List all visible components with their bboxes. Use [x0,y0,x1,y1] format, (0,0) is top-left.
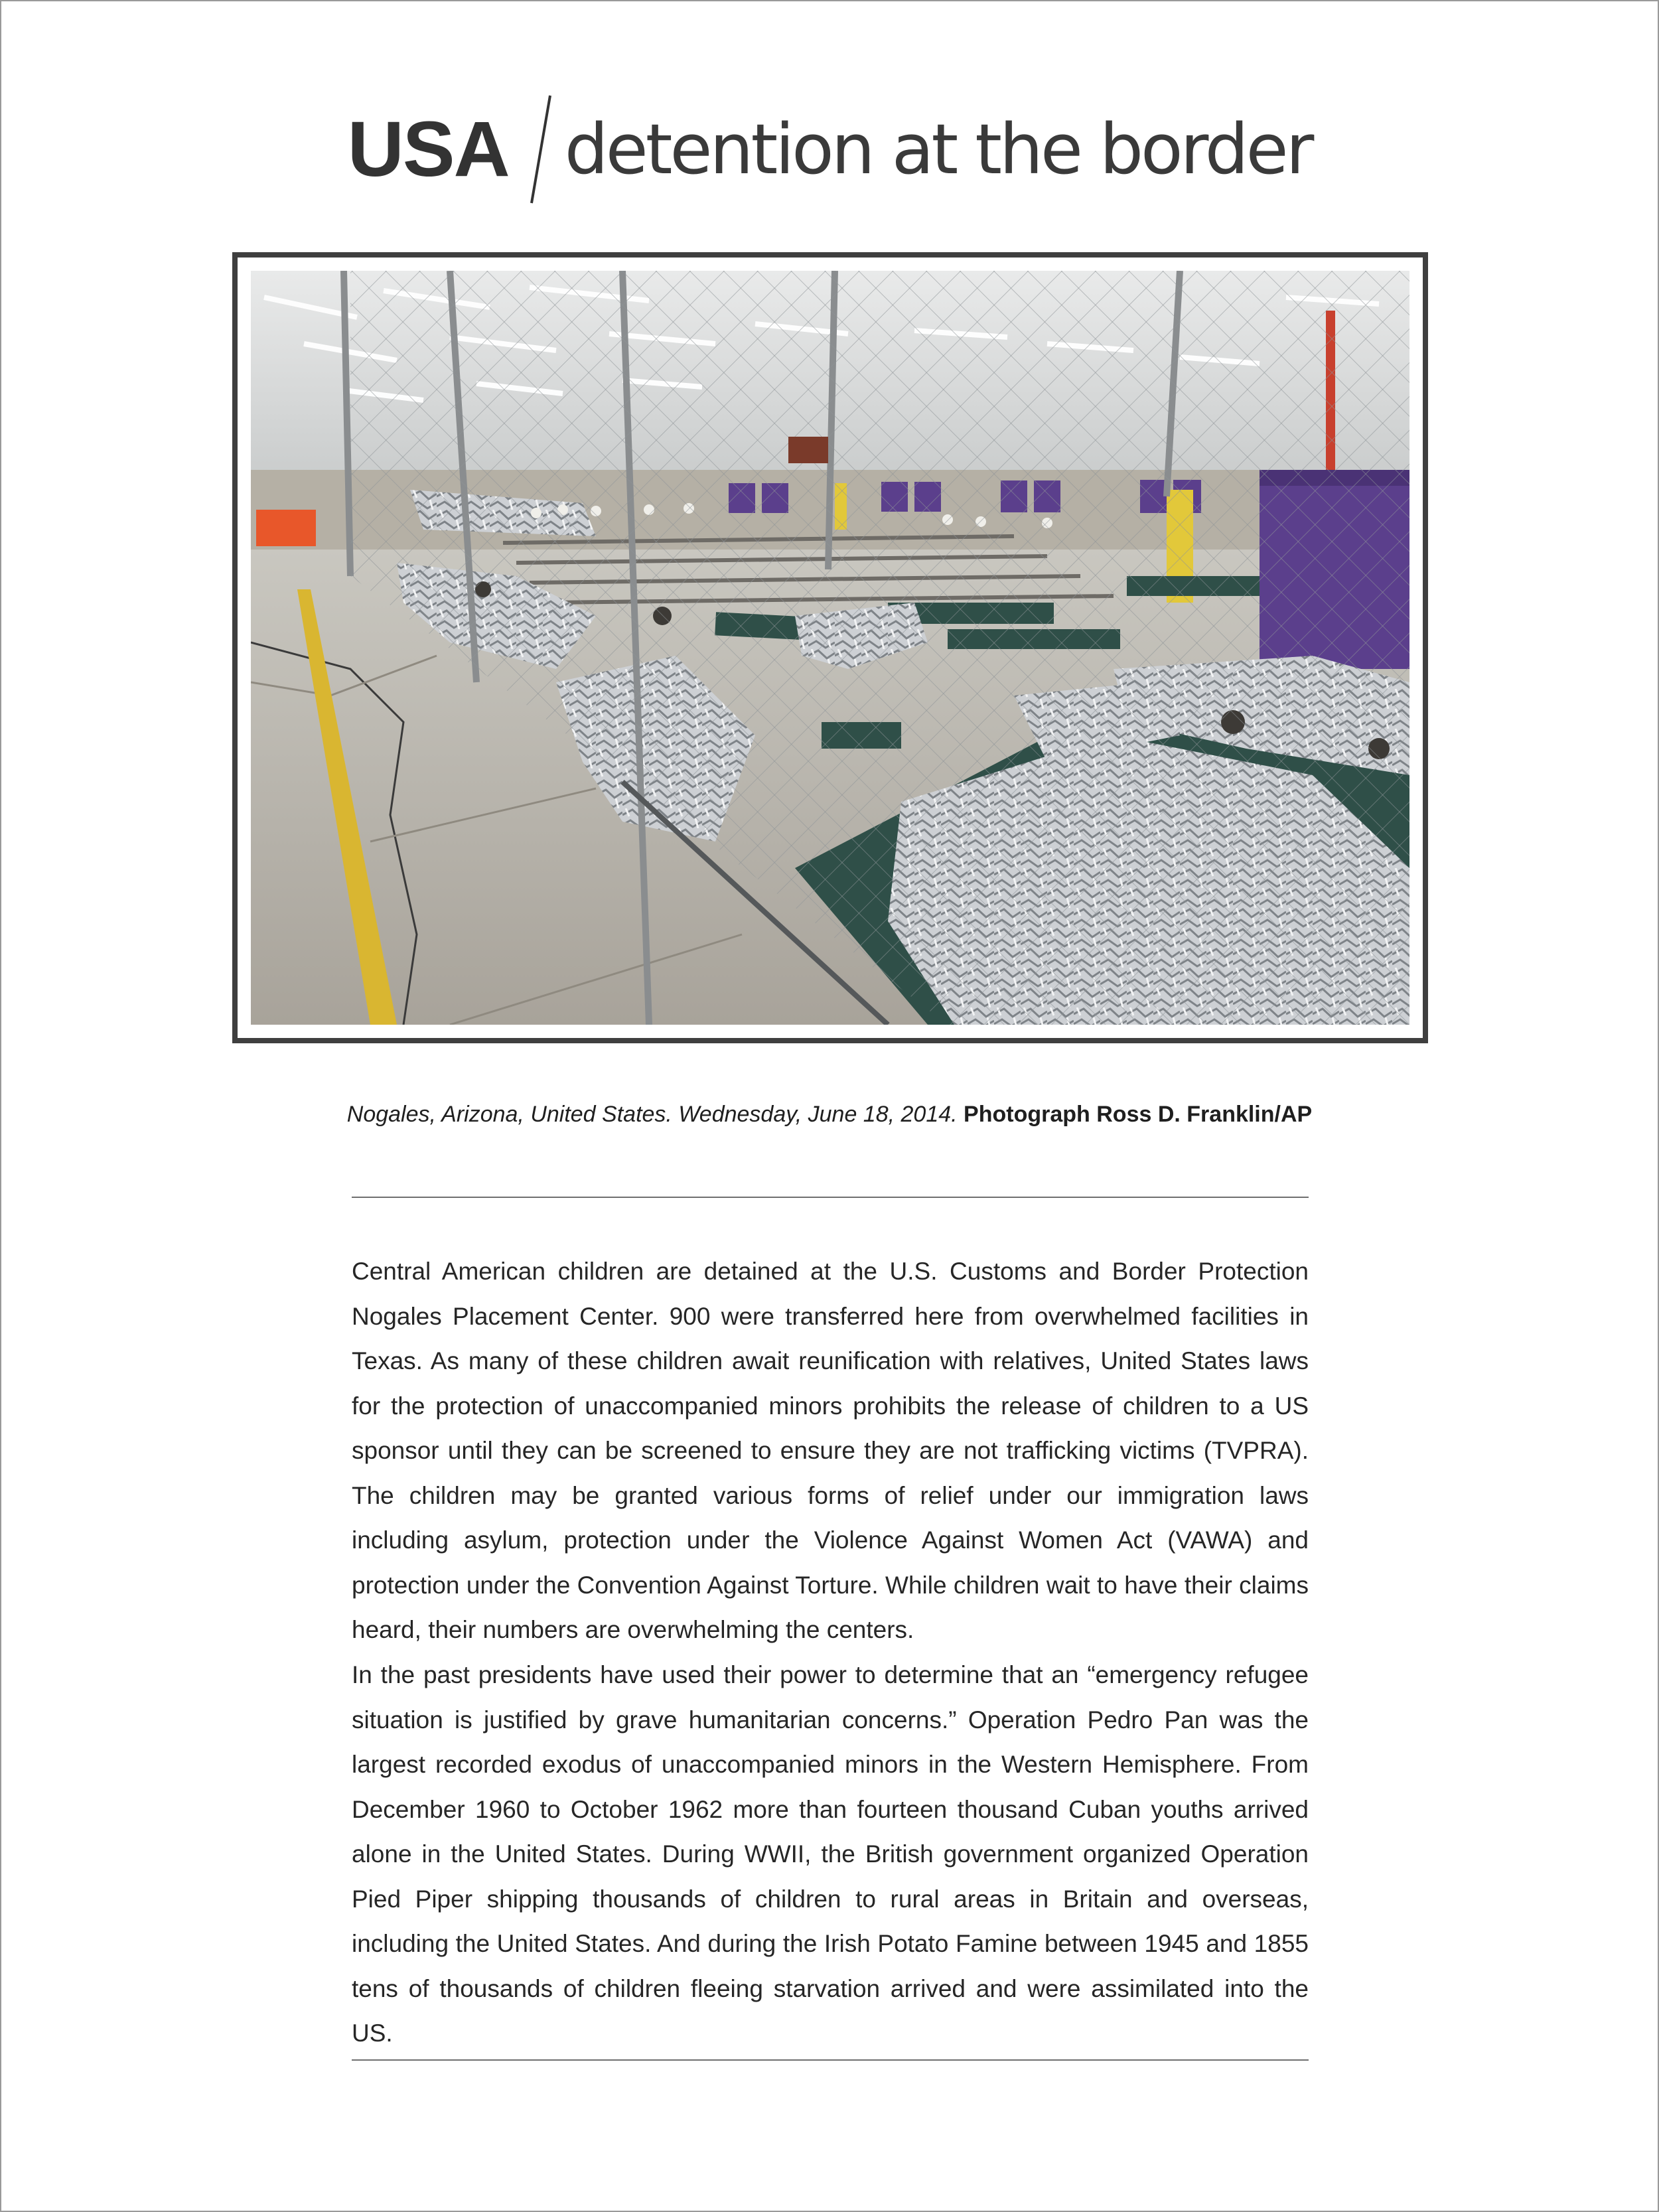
article-paragraph-1: Central American children are detained at the U.S. Customs and Border Protection Nogales Placement Center. 900 were transferred here from overwhelmed facilities in Texas. As many of these children await reunification with relatives, United States laws for the protection of unaccompanied minors prohibits the release of children to a US sponsor until they can be screened to ensure they are not trafficking victims (TVPRA). The children may be granted various forms of relief under our immigration laws including asylum, protection under the Violence Against Women Act (VAWA) and protection under the Convention Against Torture. While children wait to have their claims heard, their numbers are overwhelming the centers. [352,1258,1309,1643]
detention-center-photo [251,271,1409,1025]
page-title [0,93,1659,206]
caption-photo-credit: Photograph Ross D. Franklin/AP [964,1102,1313,1127]
bottom-divider [352,2059,1309,2061]
photo-caption [0,1102,1659,1128]
top-divider [352,1197,1309,1198]
caption-place-date: Nogales, Arizona, United States. Wednesday, June 18, 2014. [346,1102,958,1127]
title-country: USA [347,106,509,193]
article-paragraph-2: In the past presidents have used their power to determine that an “emergency refugee situation is justified by grave humanitarian concerns.” Operation Pedro Pan was the largest recorded exodus of unaccompanied minors in the Western Hemisphere. From December 1960 to October 1962 more than fourteen thousand Cuban youths arrived alone in the United States. During WWII, the British government organized Operation Pied Piper shipping thousands of children to rural areas in Britain and overseas, including the United States. And during the Irish Potato Famine between 1945 and 1855 tens of thousands of children fleeing starvation arrived and were assimilated into the US. [352,1661,1309,2047]
photo-frame [232,252,1428,1043]
title-slash-divider [528,93,554,206]
title-subject: detention at the border [564,109,1312,190]
